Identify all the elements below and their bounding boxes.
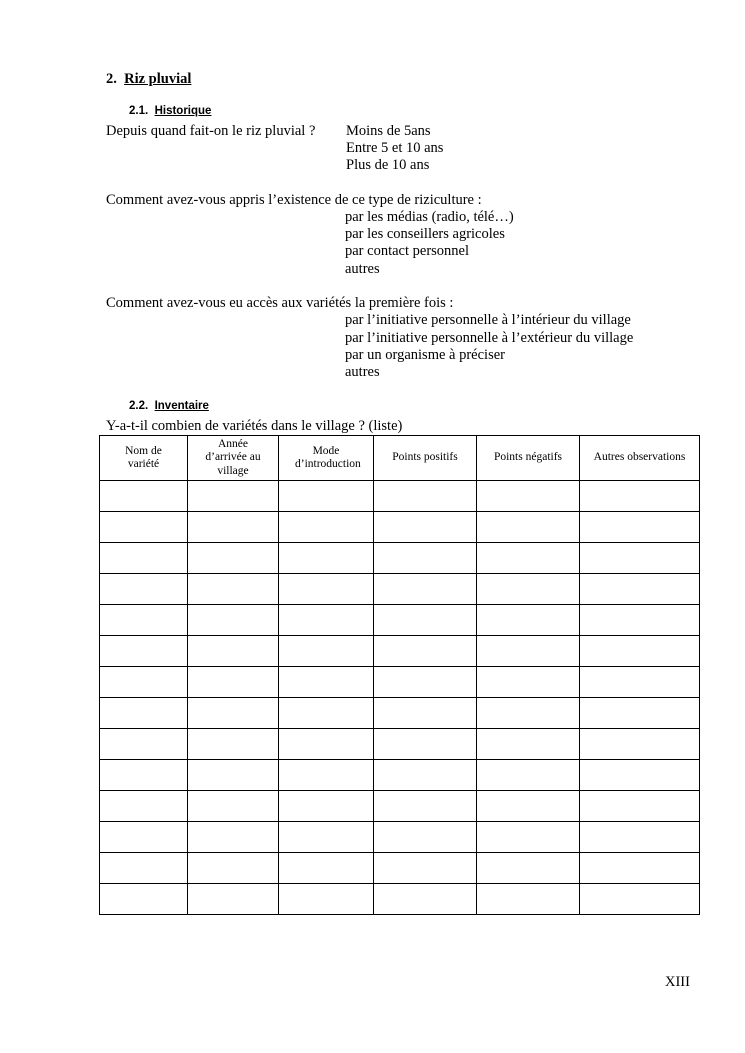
table-cell[interactable] bbox=[477, 481, 580, 512]
table-cell[interactable] bbox=[477, 543, 580, 574]
subsection-title: Historique bbox=[154, 105, 212, 117]
table-cell[interactable] bbox=[188, 543, 279, 574]
table-cell[interactable] bbox=[279, 574, 374, 605]
table-cell[interactable] bbox=[580, 667, 700, 698]
table-cell[interactable] bbox=[477, 729, 580, 760]
table-cell[interactable] bbox=[100, 667, 188, 698]
option-more-10: Plus de 10 ans bbox=[346, 157, 430, 173]
table-cell[interactable] bbox=[374, 760, 477, 791]
table-cell[interactable] bbox=[279, 543, 374, 574]
question-since-when: Depuis quand fait-on le riz pluvial ? bbox=[106, 123, 316, 139]
table-cell[interactable] bbox=[580, 574, 700, 605]
table-cell[interactable] bbox=[279, 636, 374, 667]
table-cell[interactable] bbox=[100, 698, 188, 729]
table-row bbox=[100, 605, 700, 636]
table-cell[interactable] bbox=[279, 853, 374, 884]
option-others-access: autres bbox=[345, 364, 380, 380]
table-row bbox=[100, 853, 700, 884]
section-number: 2. bbox=[106, 71, 117, 87]
subsection-title: Inventaire bbox=[154, 400, 209, 412]
table-header-row bbox=[100, 436, 700, 481]
table-cell[interactable] bbox=[374, 791, 477, 822]
table-cell[interactable] bbox=[477, 884, 580, 915]
option-contact: par contact personnel bbox=[345, 243, 470, 259]
table-cell[interactable] bbox=[580, 729, 700, 760]
table-cell[interactable] bbox=[580, 605, 700, 636]
table-cell[interactable] bbox=[374, 512, 477, 543]
table-cell[interactable] bbox=[100, 543, 188, 574]
table-cell[interactable] bbox=[100, 512, 188, 543]
table-cell[interactable] bbox=[580, 791, 700, 822]
table-cell[interactable] bbox=[188, 884, 279, 915]
table-cell[interactable] bbox=[374, 667, 477, 698]
table-cell[interactable] bbox=[188, 698, 279, 729]
table-cell[interactable] bbox=[477, 636, 580, 667]
table-cell[interactable] bbox=[477, 574, 580, 605]
table-cell[interactable] bbox=[188, 791, 279, 822]
table-row bbox=[100, 822, 700, 853]
table-cell[interactable] bbox=[188, 729, 279, 760]
table-cell[interactable] bbox=[100, 729, 188, 760]
subsection-number: 2.1. bbox=[129, 105, 149, 117]
table-cell[interactable] bbox=[374, 853, 477, 884]
table-cell[interactable] bbox=[580, 543, 700, 574]
table-row bbox=[100, 667, 700, 698]
table-cell[interactable] bbox=[188, 636, 279, 667]
table-cell[interactable] bbox=[477, 791, 580, 822]
option-organization: par un organisme à préciser bbox=[345, 347, 505, 363]
table-cell[interactable] bbox=[374, 543, 477, 574]
table-cell[interactable] bbox=[580, 853, 700, 884]
table-row bbox=[100, 884, 700, 915]
table-cell[interactable] bbox=[100, 574, 188, 605]
column-header: Année d’arrivée au village bbox=[188, 436, 279, 481]
table-cell[interactable] bbox=[279, 822, 374, 853]
table-row bbox=[100, 760, 700, 791]
table-cell[interactable] bbox=[374, 729, 477, 760]
option-less-5: Moins de 5ans bbox=[346, 123, 431, 139]
table-cell[interactable] bbox=[100, 481, 188, 512]
table-cell[interactable] bbox=[100, 791, 188, 822]
table-cell[interactable] bbox=[374, 884, 477, 915]
option-advisors: par les conseillers agricoles bbox=[345, 226, 505, 242]
table-cell[interactable] bbox=[374, 481, 477, 512]
table-cell[interactable] bbox=[374, 636, 477, 667]
table-cell[interactable] bbox=[188, 667, 279, 698]
table-cell[interactable] bbox=[477, 822, 580, 853]
table-cell[interactable] bbox=[100, 853, 188, 884]
column-header: Points positifs bbox=[374, 436, 477, 481]
option-others: autres bbox=[345, 261, 380, 277]
table-cell[interactable] bbox=[477, 760, 580, 791]
table-cell[interactable] bbox=[100, 636, 188, 667]
table-row bbox=[100, 574, 700, 605]
table-cell[interactable] bbox=[100, 884, 188, 915]
table-cell[interactable] bbox=[580, 512, 700, 543]
table-cell[interactable] bbox=[279, 884, 374, 915]
question-access: Comment avez-vous eu accès aux variétés la première fois : bbox=[106, 295, 454, 311]
subsection-heading-historique bbox=[129, 105, 211, 117]
table-row bbox=[100, 481, 700, 512]
table-cell[interactable] bbox=[188, 853, 279, 884]
table-cell[interactable] bbox=[580, 760, 700, 791]
section-title: Riz pluvial bbox=[124, 71, 192, 87]
table-cell[interactable] bbox=[374, 698, 477, 729]
table-cell[interactable] bbox=[477, 667, 580, 698]
option-inside-village: par l’initiative personnelle à l’intérieur du village bbox=[345, 312, 631, 328]
table-row bbox=[100, 512, 700, 543]
table-cell[interactable] bbox=[188, 605, 279, 636]
table-cell[interactable] bbox=[279, 760, 374, 791]
table-cell[interactable] bbox=[188, 512, 279, 543]
table-cell[interactable] bbox=[279, 512, 374, 543]
subsection-number: 2.2. bbox=[129, 400, 149, 412]
column-header: Mode d’introduction bbox=[279, 436, 374, 481]
table-cell[interactable] bbox=[188, 822, 279, 853]
table-cell[interactable] bbox=[188, 574, 279, 605]
table-cell[interactable] bbox=[477, 853, 580, 884]
question-learned: Comment avez-vous appris l’existence de ce type de riziculture : bbox=[106, 192, 482, 208]
table-cell[interactable] bbox=[279, 605, 374, 636]
subsection-heading-inventaire bbox=[129, 400, 209, 412]
column-header: Autres observations bbox=[580, 436, 700, 481]
question-variety-count: Y-a-t-il combien de variétés dans le village ? (liste) bbox=[106, 418, 403, 434]
table-row bbox=[100, 698, 700, 729]
inventory-body bbox=[100, 481, 700, 915]
table-cell[interactable] bbox=[100, 760, 188, 791]
option-5-10: Entre 5 et 10 ans bbox=[346, 140, 444, 156]
table-cell[interactable] bbox=[279, 698, 374, 729]
table-row bbox=[100, 636, 700, 667]
table-row bbox=[100, 729, 700, 760]
table-cell[interactable] bbox=[374, 605, 477, 636]
table-cell[interactable] bbox=[100, 605, 188, 636]
option-media: par les médias (radio, télé…) bbox=[345, 209, 514, 225]
table-cell[interactable] bbox=[580, 636, 700, 667]
inventory-table bbox=[99, 435, 700, 915]
option-outside-village: par l’initiative personnelle à l’extérieur du village bbox=[345, 330, 634, 346]
section-heading bbox=[106, 71, 191, 88]
table-cell[interactable] bbox=[580, 698, 700, 729]
column-header: Points négatifs bbox=[477, 436, 580, 481]
page-number: XIII bbox=[665, 974, 690, 990]
table-cell[interactable] bbox=[477, 698, 580, 729]
table-cell[interactable] bbox=[580, 884, 700, 915]
table-cell[interactable] bbox=[279, 667, 374, 698]
table-row bbox=[100, 543, 700, 574]
table-cell[interactable] bbox=[477, 512, 580, 543]
table-cell[interactable] bbox=[477, 605, 580, 636]
table-cell[interactable] bbox=[279, 481, 374, 512]
table-cell[interactable] bbox=[188, 481, 279, 512]
table-cell[interactable] bbox=[100, 822, 188, 853]
table-cell[interactable] bbox=[279, 791, 374, 822]
table-cell[interactable] bbox=[580, 822, 700, 853]
column-header: Nom de variété bbox=[100, 436, 188, 481]
table-cell[interactable] bbox=[279, 729, 374, 760]
table-cell[interactable] bbox=[580, 481, 700, 512]
table-row bbox=[100, 791, 700, 822]
table-cell[interactable] bbox=[374, 574, 477, 605]
table-cell[interactable] bbox=[374, 822, 477, 853]
table-cell[interactable] bbox=[188, 760, 279, 791]
